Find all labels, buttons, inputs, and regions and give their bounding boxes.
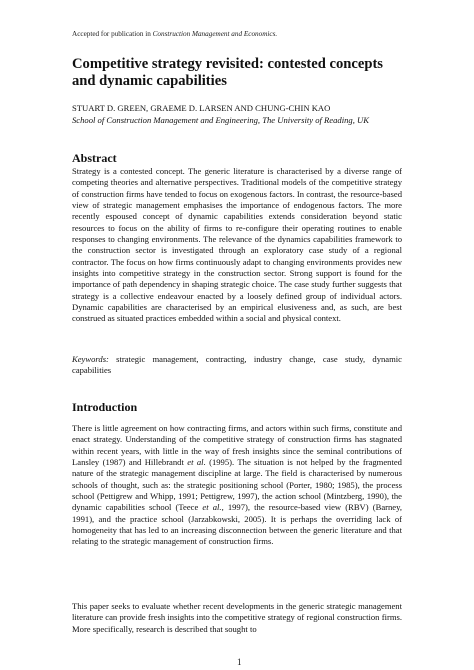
publication-note xyxy=(72,30,277,38)
introduction-paragraph-2: This paper seeks to evaluate whether recent developments in the generic strategic management literature can provide fresh insights into the competitive strategy of regional construction firms. More specifically, research is described that sought to xyxy=(72,601,402,634)
text-run: . (1995). The situation is not helped by the fragmented nature of the strategic management discipline at large. The field is characterised by numerous schools of thought, such as: the strategic positioning school (Porter, 1980; 1985), the process school (Pettigrew and Whipp, 1991; Pettigrew, 1997), the action school (Mintzberg, 1990), the dynamic capabilities school (Teece xyxy=(72,457,402,513)
paper-title: Competitive strategy revisited: contested concepts and dynamic capabilities xyxy=(72,56,383,89)
introduction-paragraph-1 xyxy=(72,423,402,548)
abstract-body: Strategy is a contested concept. The generic literature is characterised by a diverse range of competing theories and alternative perspectives. Traditional models of the competitive strategy of construction firms have tended to focus on exogenous factors. In contrast, the resource-based view of strategic management emphasises the importance of endogenous factors. The more recently espoused concept of dynamic capabilities extends consideration beyond static resources to focus on the ability of firms to re-configure their operating routines to enable responses to changing environments. The relevance of the dynamics capabilities framework to the construction sector is investigated through an exploratory case study of a regional contractor. The focus on how firms continuously adapt to changing environments provides new insights into competitive strategy in the construction sector. Strong support is found for the importance of path dependency in shaping strategic choice. The case study further suggests that strategy is a collective endeavour enacted by a loosely defined group of individual actors. Dynamic capabilities are characterised by an empirical elusiveness and, as such, are best construed as situated practices embedded within a social and physical context. xyxy=(72,166,402,324)
publication-note-prefix: Accepted for publication in xyxy=(72,30,153,38)
text-run-italic: et al. xyxy=(202,502,222,513)
introduction-heading: Introduction xyxy=(72,400,138,414)
page-number: 1 xyxy=(237,657,242,667)
abstract-heading: Abstract xyxy=(72,151,117,165)
author-list: STUART D. GREEN, GRAEME D. LARSEN AND CHUNG-CHIN KAO xyxy=(72,103,331,113)
keywords-label: Keywords: xyxy=(72,354,109,364)
journal-name: Construction Management and Economics. xyxy=(152,30,278,38)
text-run: , 1997), the resource-based view (RBV) (Barney, 1991), and the practice school (Jarzabkowski, 2005). It is perhaps the overriding lack of homogeneity that has led to an increasing disconnection between the generic literature and that relating to the strategic management of construction firms. xyxy=(72,502,403,547)
text-run: There is little agreement on how contracting firms, and actors within such firms, constitute and enact strategy. Understanding of the competitive strategy of construction firms has stagnated within recent years, with little in the way of fresh insights since the seminal contributions of Lansley (1987) and Hillebrandt xyxy=(72,423,402,468)
keywords xyxy=(72,354,402,377)
author-affiliation: School of Construction Management and Engineering, The University of Reading, UK xyxy=(72,115,369,125)
text-run-italic: et al xyxy=(187,457,204,468)
keywords-list: strategic management, contracting, industry change, case study, dynamic capabilities xyxy=(72,354,402,376)
